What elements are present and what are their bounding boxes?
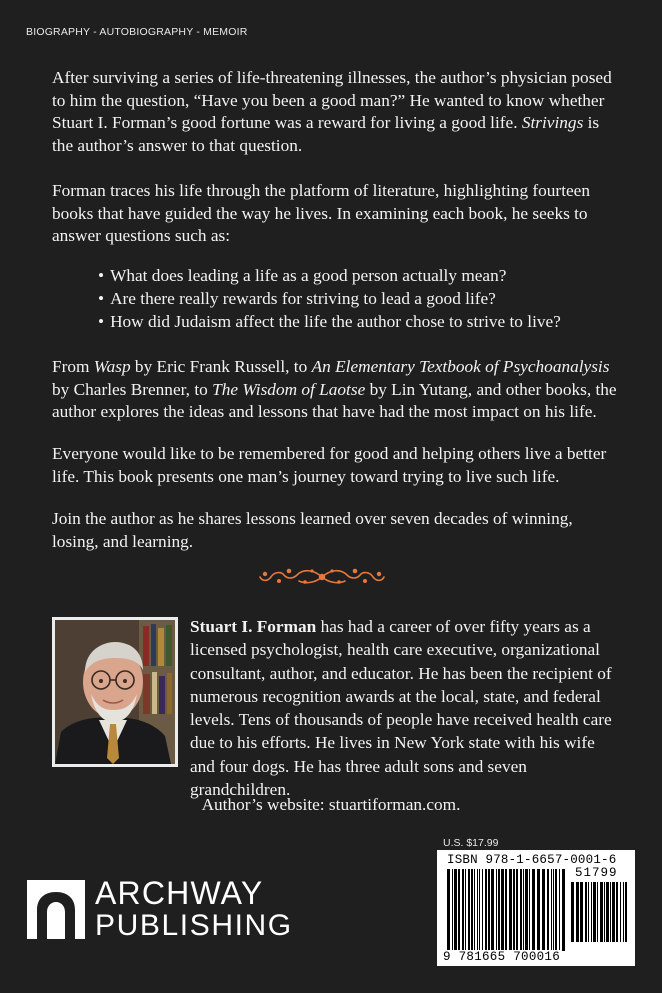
barcode-bar — [588, 882, 589, 942]
barcode-bar — [454, 869, 457, 951]
barcode-bar — [471, 869, 473, 951]
blurb-paragraph-4: Everyone would like to be remembered for good and helping others live a better life. This book presents one man’s journey toward trying to live such life. — [52, 444, 607, 486]
publisher-name-line1: ARCHWAY — [95, 875, 264, 911]
barcode-bar — [610, 882, 611, 942]
barcode-bar — [562, 869, 565, 951]
blurb-paragraph-1: After surviving a series of life-threatening illnesses, the author’s physician posed to him the question, “Have you been a good man?” He wanted to know whether Stuart I. Forman’s good fortune was a reward for living a good life. Strivings is the author’s answer to that question. — [52, 68, 612, 155]
list-item: • How did Judaism affect the life the author chose to strive to live? — [98, 310, 628, 333]
barcode-bar — [465, 869, 466, 951]
publisher-logo — [27, 875, 317, 942]
barcode-bar — [491, 869, 494, 951]
barcode-bar — [547, 869, 549, 951]
barcode-bar — [597, 882, 598, 942]
barcode-bar — [505, 869, 507, 951]
barcode-bar — [593, 882, 596, 942]
barcode-bar — [488, 869, 490, 951]
barcode-bar — [620, 882, 621, 942]
addon-digits: 51799 — [575, 866, 618, 880]
barcode-bar — [551, 869, 552, 951]
author-photo — [52, 617, 178, 767]
barcode-bar — [604, 882, 605, 942]
barcode-bar — [468, 869, 470, 951]
genre-label: BIOGRAPHY - AUTOBIOGRAPHY - MEMOIR — [26, 26, 248, 38]
barcode-bar — [509, 869, 512, 951]
barcode-bar — [580, 882, 583, 942]
barcode-bar — [532, 869, 535, 951]
barcode-bar — [559, 869, 560, 951]
ornament-divider-icon — [257, 566, 387, 588]
barcode-bar — [606, 882, 609, 942]
barcode-bar — [591, 882, 592, 942]
barcode-bar — [555, 869, 557, 951]
ean-digits: 9 781665 700016 — [443, 950, 561, 964]
author-bio: Stuart I. Forman has had a career of over fifty years as a licensed psychologist, health care executive, organizational consultant, author, and educator. He has been the recipient of numerous recognition awards at the local, state, and federal levels. Tens of thousands of people have received health care due to his efforts. He lives in New York state with his wife and four dogs. He has three adult sons and seven grandchildren. — [190, 617, 612, 800]
barcode-bar — [474, 869, 475, 951]
barcode-bar — [462, 869, 464, 951]
barcode-bar — [477, 869, 478, 951]
barcode-bar — [600, 882, 603, 942]
barcode-bar — [482, 869, 483, 951]
list-item: • Are there really rewards for striving to lead a good life? — [98, 287, 628, 310]
barcode-bar — [452, 869, 453, 951]
ean-barcode-bars — [447, 869, 567, 951]
barcode-bar — [458, 869, 460, 951]
author-name: Stuart I. Forman — [190, 617, 317, 636]
isbn-barcode — [437, 850, 635, 966]
barcode-bar — [616, 882, 618, 942]
addon-barcode-bars — [571, 882, 627, 942]
price-label: U.S. $17.99 — [443, 837, 499, 849]
barcode-bar — [585, 882, 587, 942]
barcode-bar — [625, 882, 627, 942]
barcode-bar — [520, 869, 522, 951]
barcode-bar — [612, 882, 615, 942]
barcode-bar — [447, 869, 450, 951]
barcode-bar — [523, 869, 524, 951]
barcode-bar — [525, 869, 528, 951]
author-website: Author’s website: stuartiforman.com. — [201, 795, 461, 814]
barcode-bar — [571, 882, 574, 942]
blurb-paragraph-2: Forman traces his life through the platform of literature, highlighting fourteen books that have guided the way he lives. In examining each book, he seeks to answer questions such as: — [52, 181, 590, 246]
barcode-bar — [623, 882, 624, 942]
barcode-bar — [542, 869, 545, 951]
list-item: • What does leading a life as a good person actually mean? — [98, 264, 628, 287]
isbn-number: ISBN 978-1-6657-0001-6 — [447, 853, 617, 867]
barcode-bar — [553, 869, 554, 951]
publisher-name-line2: PUBLISHING — [95, 909, 293, 942]
barcode-bar — [513, 869, 515, 951]
barcode-bar — [479, 869, 480, 951]
book-title: Strivings — [521, 113, 584, 133]
question-list — [98, 264, 628, 333]
blurb-paragraph-3: From Wasp by Eric Frank Russell, to An Elementary Textbook of Psychoanalysis by Charles Brenner, to The Wisdom of Laotse by Lin Yutang, and other books, the author explores the ideas and lessons that have had the most impact on his life. — [52, 357, 617, 422]
barcode-bar — [576, 882, 579, 942]
barcode-bar — [496, 869, 497, 951]
archway-logo-icon — [27, 880, 85, 939]
barcode-bar — [501, 869, 504, 951]
blurb-paragraph-5: Join the author as he shares lessons learned over seven decades of winning, losing, and learning. — [52, 509, 573, 551]
barcode-bar — [485, 869, 487, 951]
barcode-bar — [516, 869, 518, 951]
barcode-bar — [529, 869, 530, 951]
barcode-bar — [537, 869, 540, 951]
barcode-bar — [498, 869, 500, 951]
